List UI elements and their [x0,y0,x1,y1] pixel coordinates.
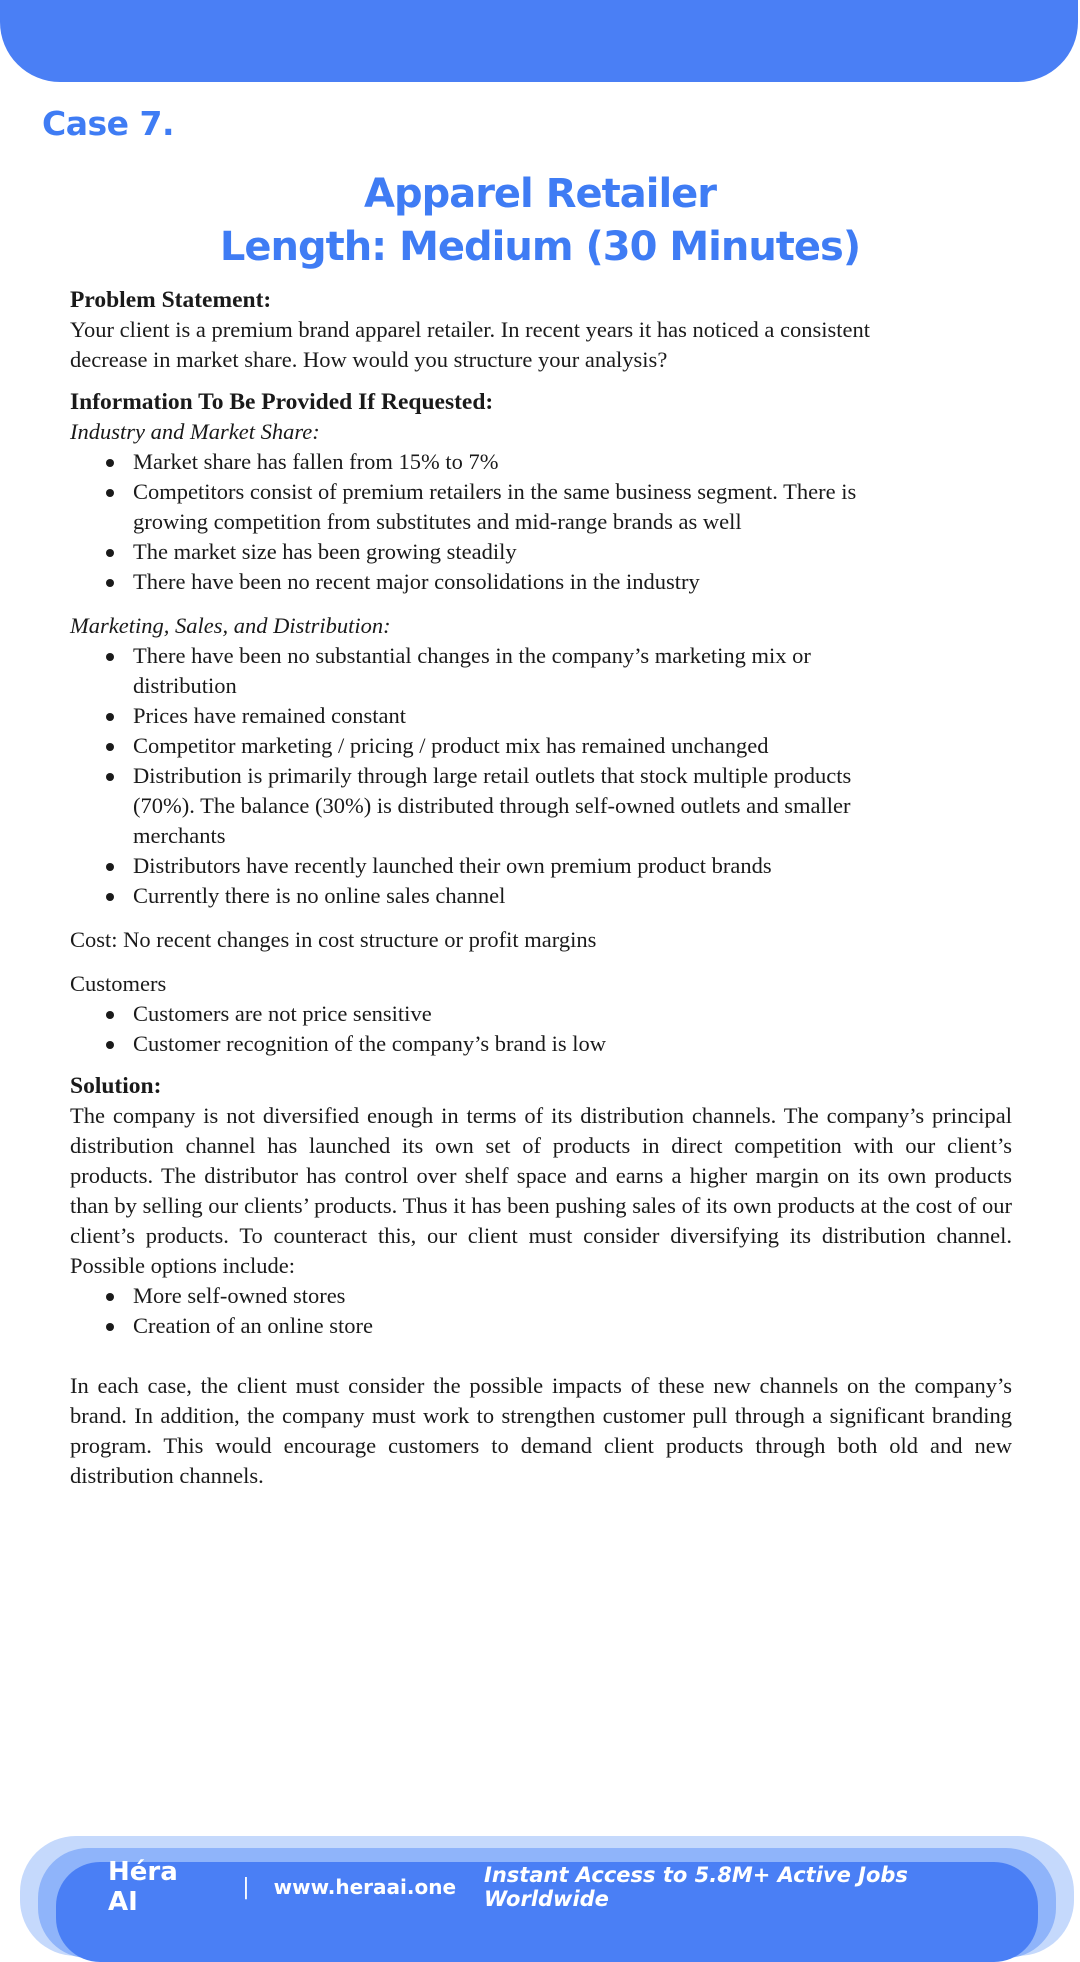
customers-list [70,999,1012,1059]
list-item: Customers are not price sensitive [70,999,1012,1029]
footer-brand: Héra AI [108,1857,178,1917]
list-item: Competitors consist of premium retailers in the same business segment. There is growing competition from substitutes and mid-range brands as well [70,477,1012,537]
title-block [0,168,1080,274]
industry-list [70,447,1012,597]
marketing-list [70,641,1012,911]
solution-heading: Solution: [70,1073,162,1099]
problem-line: Your client is a premium brand apparel retailer. In recent years it has noticed a consistent [70,317,870,342]
problem-heading: Problem Statement: [70,287,272,313]
list-item: There have been no substantial changes in the company’s marketing mix or distribution [70,641,1012,701]
page-subtitle: Length: Medium (30 Minutes) [219,224,861,270]
problem-line: decrease in market share. How would you structure your analysis? [70,347,668,372]
page-title: Apparel Retailer [363,171,717,217]
list-item: More self-owned stores [70,1281,1012,1311]
customers-label: Customers [70,971,167,996]
case-document [70,285,1012,1491]
closing-paragraph: In each case, the client must consider the possible impacts of these new channels on the company’s brand. In addition, the company must work to strengthen customer pull through a significant branding program. This would encourage customers to demand client products through both old and new distribution channels. [70,1373,1012,1488]
footer-content [56,1857,1038,1917]
solution-options-list [70,1281,1012,1341]
industry-label: Industry and Market Share: [70,419,320,444]
case-label: Case 7. [42,104,174,143]
list-item: Creation of an online store [70,1311,1012,1341]
solution-paragraph: The company is not diversified enough in terms of its distribution channels. The company’s principal distribution channel has launched its own set of products in direct competition with our client’s products. The distributor has control over shelf space and earns a higher margin on its own products than by selling our clients’ products. Thus it has been pushing sales of its own products at the cost of our client’s products. To counteract this, our client must consider diversifying its distribution channel. Possible options include: [70,1103,1012,1278]
footer-website-link[interactable]: www.heraai.one [273,1875,457,1899]
list-item: Market share has fallen from 15% to 7% [70,447,1012,477]
list-item: Distributors have recently launched their own premium product brands [70,851,1012,881]
info-heading: Information To Be Provided If Requested: [70,389,494,415]
footer-tagline: Instant Access to 5.8M+ Active Jobs Worldwide [484,1863,908,1911]
list-item: The market size has been growing steadily [70,537,1012,567]
marketing-label: Marketing, Sales, and Distribution: [70,613,391,638]
list-item: Customer recognition of the company’s brand is low [70,1029,1012,1059]
list-item: Prices have remained constant [70,701,1012,731]
cost-note: Cost: No recent changes in cost structure or profit margins [70,927,597,952]
footer-separator: | [242,1874,250,1900]
list-item: There have been no recent major consolidations in the industry [70,567,1012,597]
list-item: Distribution is primarily through large retail outlets that stock multiple products (70%). The balance (30%) is distributed through self-owned outlets and smaller merchants [70,761,1012,851]
list-item: Currently there is no online sales channel [70,881,1012,911]
list-item: Competitor marketing / pricing / product mix has remained unchanged [70,731,1012,761]
top-banner [0,0,1078,82]
